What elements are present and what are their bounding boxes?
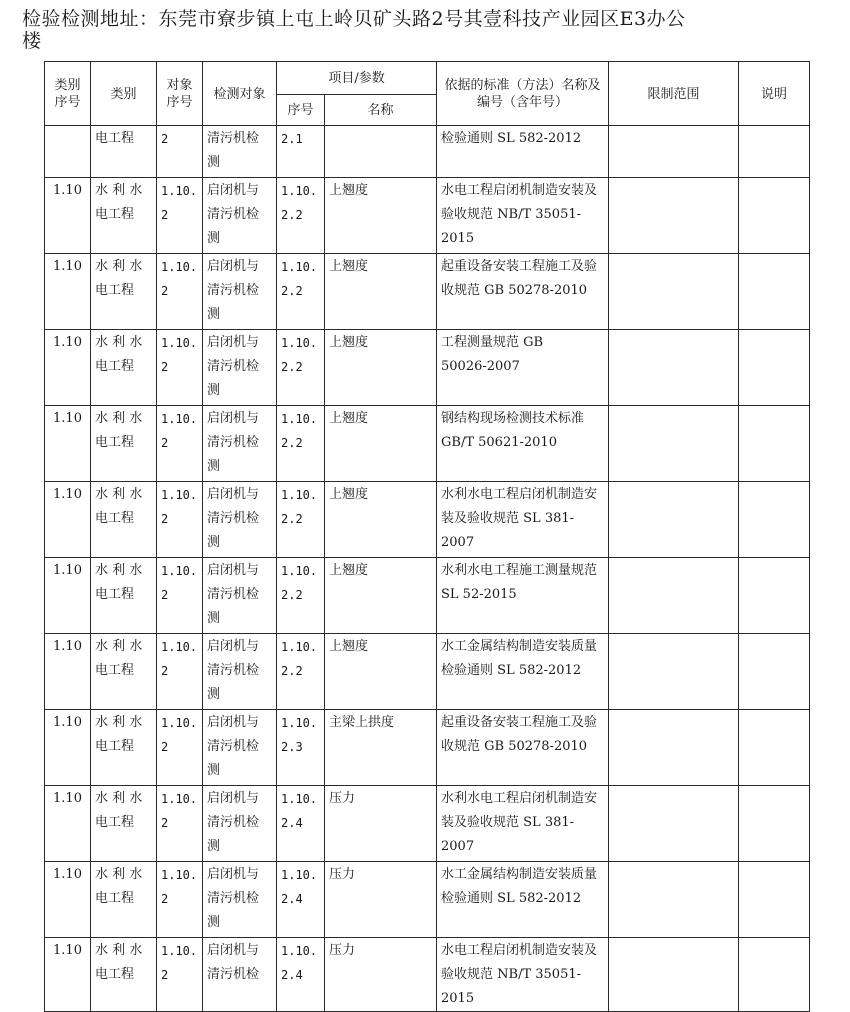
cell-standard: 水利水电工程启闭机制造安 装及验收规范 SL 381-2007 (437, 786, 609, 862)
cell-category: 水 利 水 电工程 (91, 862, 157, 938)
cell-object-no: 1.10. 2 (157, 710, 203, 786)
cell-object-no: 1.10. 2 (157, 178, 203, 254)
cell-object-no: 1.10. 2 (157, 254, 203, 330)
cell-object-no: 2 (157, 126, 203, 178)
cell-cat-no: 1.10 (45, 254, 91, 330)
cell-seq-no: 1.10. 2.2 (277, 330, 325, 406)
cell-category: 电工程 (91, 126, 157, 178)
cell-standard: 水工金属结构制造安装质量 检验通则 SL 582-2012 (437, 634, 609, 710)
cell-cat-no (45, 126, 91, 178)
cell-object: 启闭机与 清污机检 测 (203, 558, 277, 634)
cell-category: 水 利 水 电工程 (91, 406, 157, 482)
cell-item-name: 主梁上拱度 (325, 710, 437, 786)
cell-item-name: 上翘度 (325, 330, 437, 406)
cell-seq-no: 1.10. 2.2 (277, 178, 325, 254)
cell-category: 水 利 水 电工程 (91, 330, 157, 406)
table-row (45, 634, 810, 710)
cell-standard: 检验通则 SL 582-2012 (437, 126, 609, 178)
table-row (45, 178, 810, 254)
cell-standard: 起重设备安装工程施工及验 收规范 GB 50278-2010 (437, 710, 609, 786)
cell-object-no: 1.10. 2 (157, 862, 203, 938)
cell-note (739, 938, 810, 1012)
cell-cat-no: 1.10 (45, 178, 91, 254)
address-heading (22, 8, 822, 52)
cell-seq-no: 2.1 (277, 126, 325, 178)
cell-cat-no: 1.10 (45, 330, 91, 406)
cell-seq-no: 1.10. 2.4 (277, 938, 325, 1012)
table-row (45, 862, 810, 938)
cell-object-no: 1.10. 2 (157, 938, 203, 1012)
cell-category: 水 利 水 电工程 (91, 558, 157, 634)
cell-object: 启闭机与 清污机检 测 (203, 786, 277, 862)
header-category-no: 类别 序号 (45, 62, 91, 126)
cell-limit (609, 558, 739, 634)
cell-cat-no: 1.10 (45, 710, 91, 786)
table-row (45, 126, 810, 178)
cell-object: 启闭机与 清污机检 测 (203, 178, 277, 254)
table-row (45, 786, 810, 862)
header-item-param: 项目/参数 (277, 62, 437, 95)
cell-object-no: 1.10. 2 (157, 786, 203, 862)
header-seq-no: 序号 (277, 95, 325, 126)
cell-cat-no: 1.10 (45, 862, 91, 938)
cell-item-name: 上翘度 (325, 178, 437, 254)
cell-object: 启闭机与 清污机检 测 (203, 254, 277, 330)
cell-seq-no: 1.10. 2.4 (277, 862, 325, 938)
cell-object-no: 1.10. 2 (157, 482, 203, 558)
cell-limit (609, 634, 739, 710)
cell-object: 启闭机与 清污机检 (203, 938, 277, 1012)
cell-cat-no: 1.10 (45, 406, 91, 482)
cell-object: 启闭机与 清污机检 测 (203, 862, 277, 938)
inspection-scope-table (44, 61, 810, 1012)
cell-item-name: 上翘度 (325, 406, 437, 482)
table-row (45, 558, 810, 634)
cell-note (739, 862, 810, 938)
cell-standard: 钢结构现场检测技术标准 GB/T 50621-2010 (437, 406, 609, 482)
address-heading-line1: 检验检测地址：东莞市寮步镇上屯上岭贝矿头路2号其壹科技产业园区E3办公 (22, 8, 686, 30)
cell-object-no: 1.10. 2 (157, 406, 203, 482)
cell-standard: 水电工程启闭机制造安装及 验收规范 NB/T 35051-2015 (437, 178, 609, 254)
cell-standard: 水利水电工程启闭机制造安 装及验收规范 SL 381-2007 (437, 482, 609, 558)
cell-seq-no: 1.10. 2.3 (277, 710, 325, 786)
cell-category: 水 利 水 电工程 (91, 482, 157, 558)
cell-seq-no: 1.10. 2.2 (277, 482, 325, 558)
cell-object-no: 1.10. 2 (157, 558, 203, 634)
table-body (45, 126, 810, 1012)
cell-object: 清污机检 测 (203, 126, 277, 178)
cell-object: 启闭机与 清污机检 测 (203, 482, 277, 558)
cell-seq-no: 1.10. 2.4 (277, 786, 325, 862)
cell-limit (609, 482, 739, 558)
cell-item-name: 压力 (325, 786, 437, 862)
cell-object: 启闭机与 清污机检 测 (203, 634, 277, 710)
table-row (45, 254, 810, 330)
cell-note (739, 406, 810, 482)
cell-category: 水 利 水 电工程 (91, 254, 157, 330)
cell-item-name: 上翘度 (325, 634, 437, 710)
cell-limit (609, 406, 739, 482)
cell-item-name: 上翘度 (325, 482, 437, 558)
header-object: 检测对象 (203, 62, 277, 126)
cell-object: 启闭机与 清污机检 测 (203, 330, 277, 406)
cell-category: 水 利 水 电工程 (91, 178, 157, 254)
header-note: 说明 (739, 62, 810, 126)
cell-note (739, 178, 810, 254)
table-row (45, 406, 810, 482)
cell-limit (609, 862, 739, 938)
cell-cat-no: 1.10 (45, 786, 91, 862)
cell-limit (609, 254, 739, 330)
cell-seq-no: 1.10. 2.2 (277, 634, 325, 710)
header-standard: 依据的标准（方法）名称及 编号（含年号） (437, 62, 609, 126)
cell-item-name (325, 126, 437, 178)
cell-seq-no: 1.10. 2.2 (277, 558, 325, 634)
cell-item-name: 压力 (325, 862, 437, 938)
cell-object-no: 1.10. 2 (157, 634, 203, 710)
cell-limit (609, 710, 739, 786)
cell-seq-no: 1.10. 2.2 (277, 406, 325, 482)
cell-note (739, 634, 810, 710)
cell-note (739, 254, 810, 330)
table-row (45, 482, 810, 558)
cell-standard: 水利水电工程施工测量规范 SL 52-2015 (437, 558, 609, 634)
header-limit: 限制范围 (609, 62, 739, 126)
cell-standard: 水工金属结构制造安装质量 检验通则 SL 582-2012 (437, 862, 609, 938)
header-name: 名称 (325, 95, 437, 126)
cell-object: 启闭机与 清污机检 测 (203, 406, 277, 482)
cell-standard: 起重设备安装工程施工及验 收规范 GB 50278-2010 (437, 254, 609, 330)
header-object-no: 对象 序号 (157, 62, 203, 126)
cell-cat-no: 1.10 (45, 482, 91, 558)
cell-seq-no: 1.10. 2.2 (277, 254, 325, 330)
cell-limit (609, 126, 739, 178)
cell-cat-no: 1.10 (45, 938, 91, 1012)
cell-note (739, 558, 810, 634)
cell-limit (609, 178, 739, 254)
header-category: 类别 (91, 62, 157, 126)
cell-cat-no: 1.10 (45, 558, 91, 634)
cell-standard: 工程测量规范 GB 50026-2007 (437, 330, 609, 406)
table-row (45, 938, 810, 1012)
table-row (45, 330, 810, 406)
cell-note (739, 710, 810, 786)
cell-limit (609, 938, 739, 1012)
cell-category: 水 利 水 电工程 (91, 634, 157, 710)
cell-object: 启闭机与 清污机检 测 (203, 710, 277, 786)
cell-limit (609, 786, 739, 862)
cell-category: 水 利 水 电工程 (91, 938, 157, 1012)
cell-note (739, 330, 810, 406)
cell-note (739, 786, 810, 862)
cell-note (739, 126, 810, 178)
cell-cat-no: 1.10 (45, 634, 91, 710)
cell-object-no: 1.10. 2 (157, 330, 203, 406)
address-heading-line2: 楼 (22, 30, 42, 52)
cell-item-name: 压力 (325, 938, 437, 1012)
cell-note (739, 482, 810, 558)
cell-item-name: 上翘度 (325, 254, 437, 330)
cell-category: 水 利 水 电工程 (91, 710, 157, 786)
table-row (45, 710, 810, 786)
cell-item-name: 上翘度 (325, 558, 437, 634)
cell-limit (609, 330, 739, 406)
cell-category: 水 利 水 电工程 (91, 786, 157, 862)
cell-standard: 水电工程启闭机制造安装及 验收规范 NB/T 35051-2015 (437, 938, 609, 1012)
